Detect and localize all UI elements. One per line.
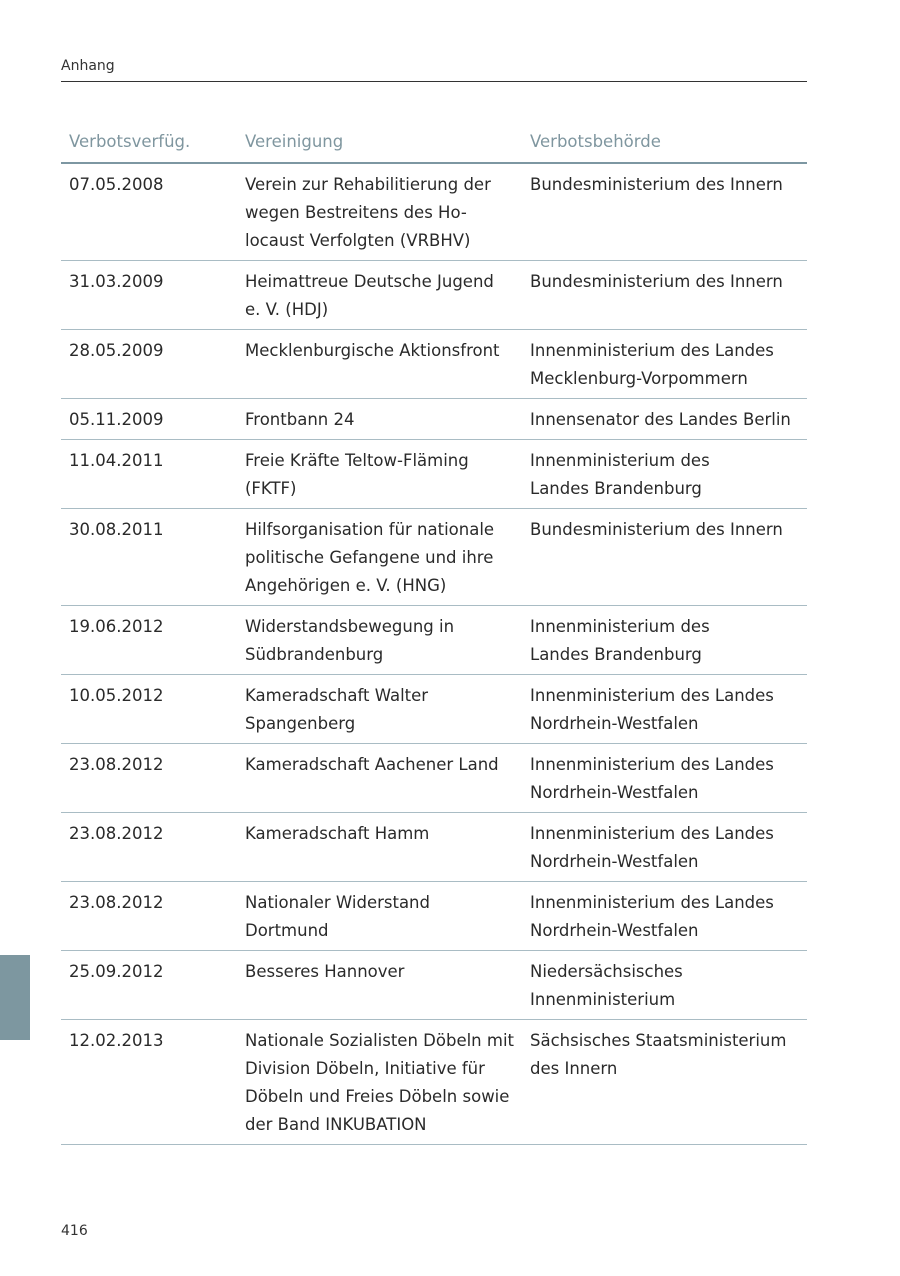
date-cell: 11.04.2011 (61, 440, 245, 509)
table-row (61, 744, 807, 813)
column-header-authority: Verbotsbehörde (530, 127, 807, 163)
association-cell: Mecklenburgische Aktionsfront (245, 330, 530, 399)
table-row (61, 163, 807, 261)
date-cell: 25.09.2012 (61, 951, 245, 1020)
table-row (61, 399, 807, 440)
date-cell: 12.02.2013 (61, 1020, 245, 1145)
table-row (61, 675, 807, 744)
authority-cell: Bundesministerium des Innern (530, 261, 807, 330)
authority-cell: Innenministerium des Landes Brandenburg (530, 606, 807, 675)
association-cell: Widerstandsbewegung in Südbrandenburg (245, 606, 530, 675)
page-number: 416 (61, 1223, 88, 1239)
date-cell: 23.08.2012 (61, 744, 245, 813)
header-rule (61, 81, 807, 82)
date-cell: 23.08.2012 (61, 882, 245, 951)
column-header-association: Vereinigung (245, 127, 530, 163)
ban-table (61, 127, 807, 1145)
table-row (61, 882, 807, 951)
association-cell: Besseres Hannover (245, 951, 530, 1020)
date-cell: 23.08.2012 (61, 813, 245, 882)
date-cell: 31.03.2009 (61, 261, 245, 330)
date-cell: 07.05.2008 (61, 163, 245, 261)
date-cell: 30.08.2011 (61, 509, 245, 606)
association-cell: Frontbann 24 (245, 399, 530, 440)
association-cell: Freie Kräfte Teltow-Fläming (FKTF) (245, 440, 530, 509)
running-header: Anhang (61, 58, 115, 74)
section-tab-marker (0, 955, 30, 1040)
authority-cell: Bundesministerium des Innern (530, 509, 807, 606)
table-row (61, 813, 807, 882)
table-row (61, 261, 807, 330)
date-cell: 19.06.2012 (61, 606, 245, 675)
date-cell: 28.05.2009 (61, 330, 245, 399)
table-row (61, 330, 807, 399)
table-row (61, 1020, 807, 1145)
authority-cell: Bundesministerium des Innern (530, 163, 807, 261)
table-row (61, 509, 807, 606)
table-row (61, 606, 807, 675)
table-header-row (61, 127, 807, 163)
association-cell: Kameradschaft Hamm (245, 813, 530, 882)
association-cell: Heimattreue Deutsche Jugend e. V. (HDJ) (245, 261, 530, 330)
association-cell: Kameradschaft Aachener Land (245, 744, 530, 813)
authority-cell: Innenministerium des Landes Nordrhein-Westfalen (530, 882, 807, 951)
association-cell: Nationaler Widerstand Dortmund (245, 882, 530, 951)
authority-cell: Innenministerium des Landes Mecklenburg-Vorpommern (530, 330, 807, 399)
authority-cell: Innenministerium des Landes Nordrhein-Westfalen (530, 744, 807, 813)
authority-cell: Innenministerium des Landes Nordrhein-Westfalen (530, 813, 807, 882)
table-row (61, 440, 807, 509)
association-cell: Nationale Sozialisten Döbeln mit Division Döbeln, Initiative für Döbeln und Freies Döbeln sowie der Band INKUBATION (245, 1020, 530, 1145)
authority-cell: Innenministerium des Landes Nordrhein-Westfalen (530, 675, 807, 744)
column-header-date: Verbotsverfüg. (61, 127, 245, 163)
authority-cell: Niedersächsisches Innenministerium (530, 951, 807, 1020)
association-cell: Hilfsorganisation für nationale politische Gefangene und ihre Angehörigen e. V. (HNG) (245, 509, 530, 606)
authority-cell: Sächsisches Staatsministerium des Innern (530, 1020, 807, 1145)
table-row (61, 951, 807, 1020)
date-cell: 05.11.2009 (61, 399, 245, 440)
association-cell: Kameradschaft Walter Spangenberg (245, 675, 530, 744)
association-cell: Verein zur Rehabilitierung der wegen Bestreitens des Ho- locaust Verfolgten (VRBHV) (245, 163, 530, 261)
date-cell: 10.05.2012 (61, 675, 245, 744)
authority-cell: Innensenator des Landes Berlin (530, 399, 807, 440)
authority-cell: Innenministerium des Landes Brandenburg (530, 440, 807, 509)
